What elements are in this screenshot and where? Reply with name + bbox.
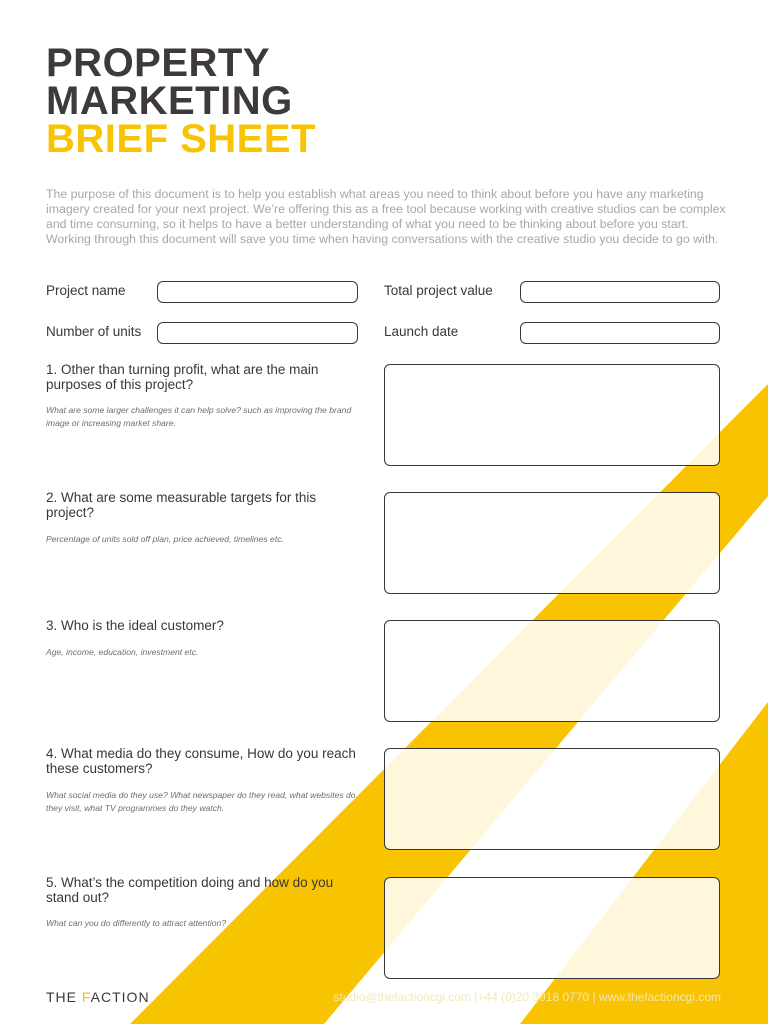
question-1-hint: What are some larger challenges it can help solve? such as improving the brand image or increasing market share. <box>46 405 352 428</box>
question-5: 5. What’s the competition doing and how do you stand out? <box>46 875 334 905</box>
number-of-units-field[interactable] <box>157 322 358 344</box>
question-1: 1. Other than turning profit, what are the main purposes of this project? <box>46 362 319 392</box>
intro-paragraph: The purpose of this document is to help you establish what areas you need to think about before you have any marketing imagery created for your next project. We’re offering this as a free tool because working with creative studios can be complex and time consuming, so it helps to have a better understanding of what you need to be thinking about before you start. Working through this document will save you time when having conversations with the creative studio you decide to go with. <box>46 187 726 246</box>
question-3: 3. Who is the ideal customer? <box>46 618 224 633</box>
launch-date-field[interactable] <box>520 322 720 344</box>
project-name-label: Project name <box>46 283 126 298</box>
title-line-property: PROPERTY <box>46 41 271 85</box>
the-faction-logo <box>46 989 150 1005</box>
question-4-hint: What social media do they use? What newspaper do they read, what websites do they visit, what TV programmes do they watch. <box>46 790 356 813</box>
question-2-answer-box[interactable] <box>384 492 720 594</box>
launch-date-label: Launch date <box>384 324 459 339</box>
logo-text-the: THE <box>46 989 82 1005</box>
question-3-hint: Age, income, education, investment etc. <box>46 647 199 657</box>
total-project-value-field[interactable] <box>520 281 720 303</box>
question-2-hint: Percentage of units sold off plan, price achieved, timelines etc. <box>46 534 284 544</box>
question-4-answer-box[interactable] <box>384 748 720 850</box>
footer-contact: studio@thefactioncgi.com |+44 (0)20 3918 0770 | www.thefactioncgi.com <box>333 990 721 1004</box>
total-project-value-label: Total project value <box>384 283 493 298</box>
title-line-brief-sheet: BRIEF SHEET <box>46 117 316 161</box>
number-of-units-label: Number of units <box>46 324 142 339</box>
logo-text-action: ACTION <box>90 989 150 1005</box>
project-name-field[interactable] <box>157 281 358 303</box>
logo-text-f: F <box>81 989 91 1005</box>
question-1-answer-box[interactable] <box>384 364 720 466</box>
question-4: 4. What media do they consume, How do you reach these customers? <box>46 746 356 776</box>
title-line-marketing: MARKETING <box>46 79 293 123</box>
question-2: 2. What are some measurable targets for this project? <box>46 490 317 520</box>
question-5-hint: What can you do differently to attract attention? <box>46 918 227 928</box>
question-5-answer-box[interactable] <box>384 877 720 979</box>
page-title <box>46 41 316 161</box>
question-3-answer-box[interactable] <box>384 620 720 722</box>
